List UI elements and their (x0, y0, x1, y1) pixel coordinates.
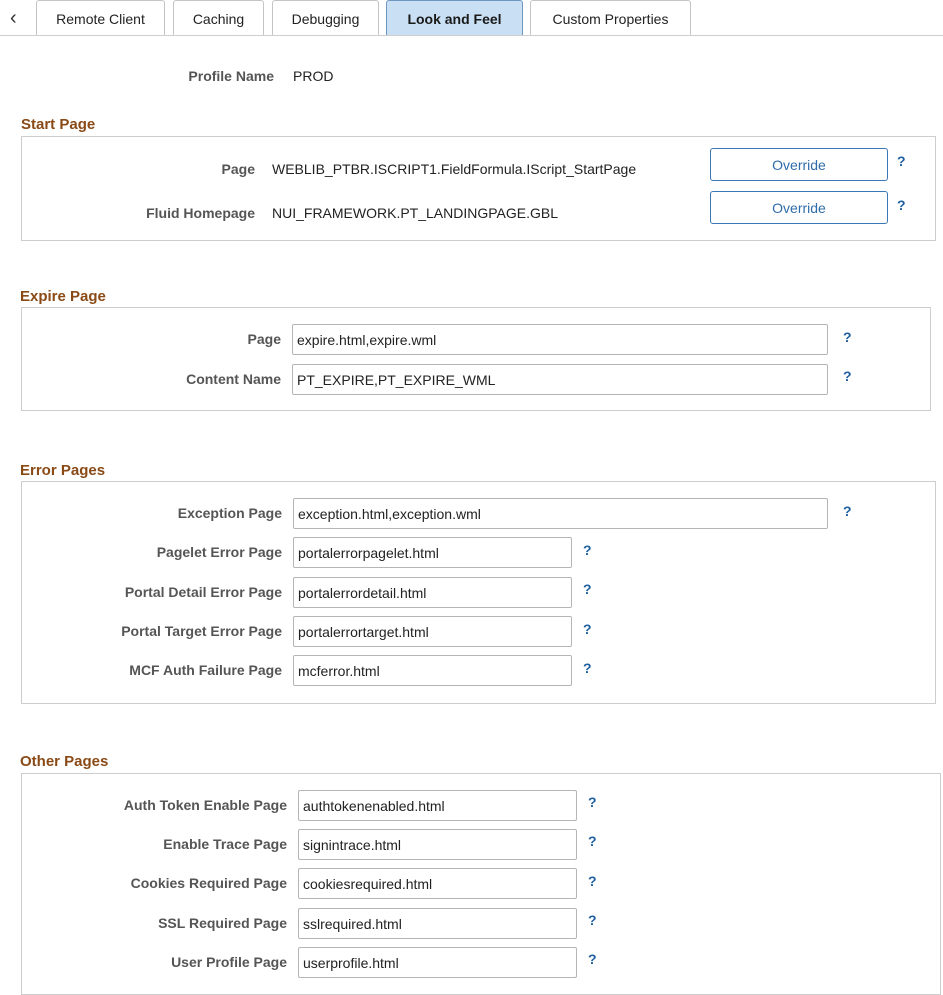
auth-token-enable-page-input[interactable] (298, 790, 577, 821)
enable-trace-page-input[interactable] (298, 829, 577, 860)
start-page-value: WEBLIB_PTBR.ISCRIPT1.FieldFormula.IScript_StartPage (272, 161, 637, 177)
expire-page-input[interactable] (292, 324, 828, 355)
expire-page-group (21, 307, 931, 411)
start-page-help-icon[interactable]: ? (897, 153, 906, 169)
start-page-title: Start Page (21, 116, 96, 133)
start-page-override-button[interactable]: Override (710, 148, 888, 181)
profile-name-label: Profile Name (188, 68, 274, 84)
enable-trace-page-label: Enable Trace Page (163, 836, 287, 852)
content-name-label: Content Name (186, 371, 281, 387)
pagelet-error-page-input[interactable] (293, 537, 572, 568)
fluid-homepage-label: Fluid Homepage (146, 205, 255, 221)
auth-token-enable-page-label: Auth Token Enable Page (123, 797, 287, 813)
ssl-required-page-label: SSL Required Page (158, 915, 287, 931)
portal-detail-error-page-label: Portal Detail Error Page (124, 584, 282, 600)
mcf-auth-failure-page-label: MCF Auth Failure Page (129, 662, 282, 678)
tab-remote-client[interactable]: Remote Client (36, 0, 165, 36)
content-name-input[interactable] (292, 364, 828, 395)
expire-page-help-icon[interactable]: ? (843, 329, 852, 345)
expire-page-label: Page (247, 331, 281, 347)
fluid-homepage-help-icon[interactable]: ? (897, 197, 906, 213)
ssl-required-page-input[interactable] (298, 908, 577, 939)
tab-debugging[interactable]: Debugging (272, 0, 379, 36)
portal-detail-error-page-input[interactable] (293, 577, 572, 608)
portal-target-error-page-help-icon[interactable]: ? (583, 621, 592, 637)
cookies-required-page-help-icon[interactable]: ? (588, 873, 597, 889)
fluid-homepage-override-button[interactable]: Override (710, 191, 888, 224)
profile-name-value: PROD (293, 68, 334, 84)
user-profile-page-label: User Profile Page (171, 954, 287, 970)
cookies-required-page-input[interactable] (298, 868, 577, 899)
mcf-auth-failure-page-input[interactable] (293, 655, 572, 686)
auth-token-enable-page-help-icon[interactable]: ? (588, 794, 597, 810)
tab-bar (0, 0, 943, 36)
exception-page-help-icon[interactable]: ? (843, 503, 852, 519)
ssl-required-page-help-icon[interactable]: ? (588, 912, 597, 928)
chevron-left-icon[interactable]: ‹ (10, 7, 17, 29)
pagelet-error-page-label: Pagelet Error Page (156, 544, 282, 560)
tab-custom-properties[interactable]: Custom Properties (530, 0, 691, 36)
cookies-required-page-label: Cookies Required Page (130, 875, 287, 891)
enable-trace-page-help-icon[interactable]: ? (588, 833, 597, 849)
exception-page-input[interactable] (293, 498, 828, 529)
expire-page-title: Expire Page (20, 288, 106, 305)
content-name-help-icon[interactable]: ? (843, 368, 852, 384)
tab-look-and-feel[interactable]: Look and Feel (386, 0, 523, 36)
tab-divider (0, 35, 943, 36)
tab-caching[interactable]: Caching (173, 0, 264, 36)
exception-page-label: Exception Page (177, 505, 282, 521)
start-page-label: Page (221, 161, 255, 177)
user-profile-page-input[interactable] (298, 947, 577, 978)
fluid-homepage-value: NUI_FRAMEWORK.PT_LANDINGPAGE.GBL (272, 205, 559, 221)
mcf-auth-failure-page-help-icon[interactable]: ? (583, 660, 592, 676)
portal-detail-error-page-help-icon[interactable]: ? (583, 581, 592, 597)
pagelet-error-page-help-icon[interactable]: ? (583, 542, 592, 558)
portal-target-error-page-input[interactable] (293, 616, 572, 647)
portal-target-error-page-label: Portal Target Error Page (121, 623, 282, 639)
error-pages-title: Error Pages (20, 462, 106, 479)
other-pages-title: Other Pages (20, 753, 109, 770)
user-profile-page-help-icon[interactable]: ? (588, 951, 597, 967)
